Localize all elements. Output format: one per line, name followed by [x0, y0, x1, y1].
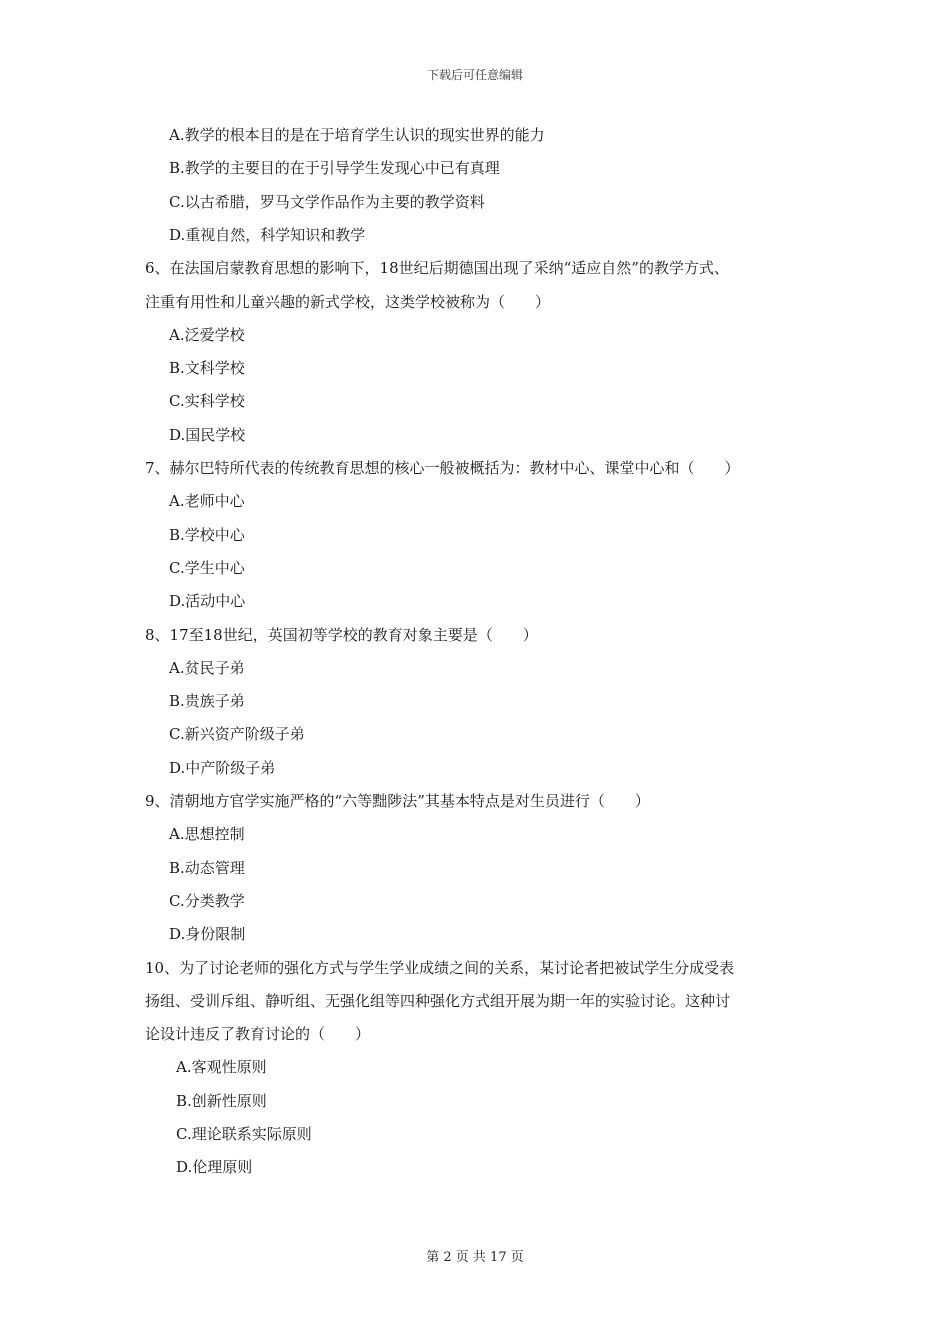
option-text: D.重视自然，科学知识和教学	[169, 225, 366, 244]
option-text: A.老师中心	[169, 492, 245, 511]
question-text: 8、17至18世纪，英国初等学校的教育对象主要是（ ）	[145, 625, 538, 644]
option-text: B.教学的主要目的在于引导学生发现心中已有真理	[169, 159, 500, 178]
option-text: D.伦理原则	[176, 1158, 253, 1177]
option-text: C.学生中心	[169, 558, 245, 577]
option-text: D.活动中心	[169, 592, 246, 611]
option-text: B.文科学校	[169, 359, 245, 378]
page-header: 下载后可任意编辑	[426, 68, 523, 82]
question-text: 扬组、受训斥组、静听组、无强化组等四种强化方式组开展为期一年的实验讨论。这种讨	[145, 991, 731, 1010]
option-text: C.以古希腊，罗马文学作品作为主要的教学资料	[169, 192, 485, 211]
option-text: A.客观性原则	[176, 1058, 267, 1077]
option-text: C.实科学校	[169, 392, 245, 411]
question-text: 注重有用性和儿童兴趣的新式学校，这类学校被称为（ ）	[145, 292, 551, 311]
option-text: A.教学的根本目的是在于培育学生认识的现实世界的能力	[169, 126, 545, 144]
option-text: C.分类教学	[169, 891, 245, 910]
option-text: C.理论联系实际原则	[176, 1125, 312, 1143]
option-text: B.动态管理	[169, 858, 245, 877]
option-text: D.身份限制	[169, 925, 246, 944]
question-text: 9、清朝地方官学实施严格的“六等黜陟法”其基本特点是对生员进行（ ）	[145, 792, 650, 810]
question-text: 7、赫尔巴特所代表的传统教育思想的核心一般被概括为：教材中心、课堂中心和（ ）	[145, 459, 740, 477]
option-text: C.新兴资产阶级子弟	[169, 725, 305, 744]
option-text: B.创新性原则	[176, 1091, 267, 1110]
question-text: 论设计违反了教育讨论的（ ）	[145, 1025, 371, 1044]
question-text: 6、在法国启蒙教育思想的影响下，18世纪后期德国出现了采纳“适应自然”的教学方式、	[145, 259, 729, 278]
option-text: A.泛爱学校	[169, 325, 245, 344]
page-footer: 第 2 页 共 17 页	[426, 1250, 524, 1265]
option-text: A.贫民子弟	[169, 658, 245, 677]
option-text: B.贵族子弟	[169, 692, 245, 711]
option-text: D.国民学校	[169, 425, 246, 444]
option-text: A.思想控制	[169, 825, 245, 844]
option-text: D.中产阶级子弟	[169, 758, 276, 777]
option-text: B.学校中心	[169, 525, 245, 544]
question-text: 10、为了讨论老师的强化方式与学生学业成绩之间的关系，某讨论者把被试学生分成受表	[145, 958, 735, 977]
